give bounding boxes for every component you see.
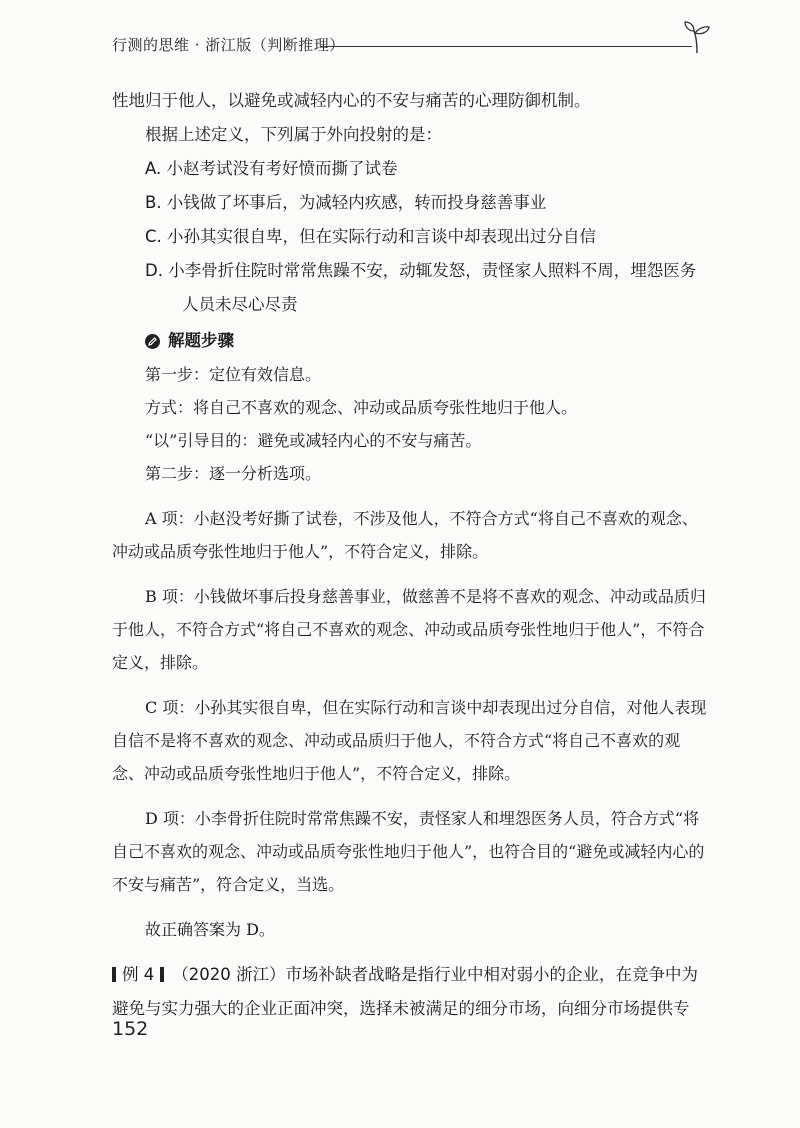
header-rule (320, 46, 692, 47)
book-title: 行测的思维 · 浙江版（判断推理） (112, 36, 345, 54)
example-mark-right (160, 967, 164, 982)
analysis-d: D 项：小李骨折住院时常常焦躁不安，责怪家人和埋怨医务人员，符合方式“将自己不喜欢的观念、冲动或品质夸张性地归于他人”，也符合目的“避免或减轻内心的不安与痛苦”，符合定义，当选。 (112, 809, 705, 894)
page-number: 152 (112, 1018, 149, 1040)
solution-heading-text: 解题步骤 (168, 331, 234, 350)
page-body (112, 84, 712, 1026)
option-b: B. 小钱做了坏事后，为减轻内疚感，转而投身慈善事业 (145, 193, 547, 212)
pencil-circle-icon (145, 334, 160, 349)
analysis-a: A 项：小赵没考好撕了试卷，不涉及他人，不符合方式“将自己不喜欢的观念、冲动或品质夸张性地归于他人”，不符合定义，排除。 (112, 509, 698, 561)
option-d: D. 小李骨折住院时常常焦躁不安，动辄发怒，责怪家人照料不周，埋怨医务人员未尽心尽责 (145, 261, 697, 314)
question-prompt: 根据上述定义，下列属于外向投射的是： (145, 125, 442, 144)
example-mark-left (112, 967, 116, 982)
example-4 (112, 958, 712, 1026)
method-line: 方式：将自己不喜欢的观念、冲动或品质夸张性地归于他人。 (145, 398, 578, 417)
analysis-c: C 项：小孙其实很自卑，但在实际行动和言谈中却表现出过分自信，对他人表现自信不是将不喜欢的观念、冲动或品质归于他人，不符合方式“将自己不喜欢的观念、冲动或品质夸张性地归于他人”，不符合定义，排除。 (112, 698, 707, 783)
question-continuation: 性地归于他人，以避免或减轻内心的不安与痛苦的心理防御机制。 (112, 91, 591, 110)
step-one: 第一步：定位有效信息。 (145, 365, 322, 384)
example-text: （2020 浙江）市场补缺者战略是指行业中相对弱小的企业，在竞争中为避免与实力强大的企业正面冲突，选择未被满足的细分市场，向细分市场提供专 (112, 965, 698, 1018)
sprout-icon (682, 20, 712, 54)
running-header (112, 28, 712, 60)
analysis-b: B 项：小钱做坏事后投身慈善事业，做慈善不是将不喜欢的观念、冲动或品质归于他人，不符合方式“将自己不喜欢的观念、冲动或品质夸张性地归于他人”，不符合定义，排除。 (112, 587, 706, 672)
step-two: 第二步：逐一分析选项。 (145, 464, 322, 483)
option-a: A. 小赵考试没有考好愤而撕了试卷 (145, 159, 398, 178)
conclusion: 故正确答案为 D。 (145, 920, 275, 939)
option-c: C. 小孙其实很自卑，但在实际行动和言谈中却表现出过分自信 (145, 227, 597, 246)
solution-heading (145, 326, 712, 356)
example-label: 例 4 (122, 965, 155, 984)
purpose-line: “以”引导目的：避免或减轻内心的不安与痛苦。 (145, 431, 482, 450)
